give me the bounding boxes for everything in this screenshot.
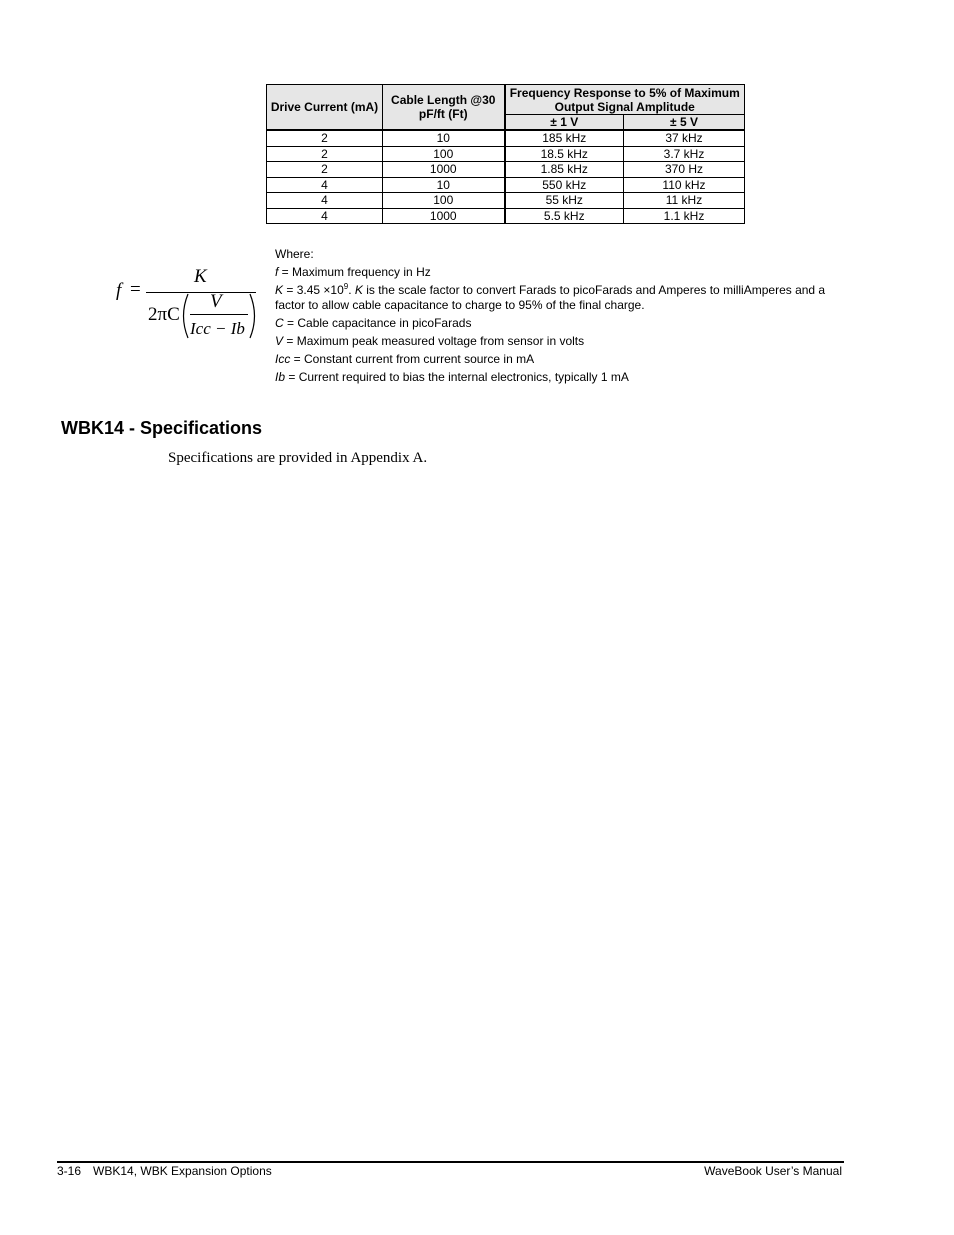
cell-freq-5v: 11 kHz bbox=[624, 193, 745, 209]
cell-cable-length: 100 bbox=[383, 146, 505, 162]
cell-drive-current: 2 bbox=[267, 146, 383, 162]
legend-k: $K = 3.45 \times 10^9$. K is the scale factor to convert Farads to picoFarads and Amperes to milliAmperes and a factor to allow cable capacitance to charge to 95% of the final charge. bbox=[275, 282, 826, 312]
formula-inner-fraction-bar bbox=[190, 314, 248, 315]
formula-inner-numerator: V bbox=[210, 291, 222, 312]
legend-v: V = Maximum peak measured voltage from sensor in volts bbox=[275, 334, 585, 348]
header-1v: ± 1 V bbox=[505, 115, 624, 131]
footer-left bbox=[57, 1164, 272, 1178]
cell-freq-1v: 18.5 kHz bbox=[505, 146, 624, 162]
frequency-formula bbox=[110, 262, 260, 344]
cell-drive-current: 2 bbox=[267, 130, 383, 146]
cell-cable-length: 10 bbox=[383, 130, 505, 146]
legend-exponent: 9 bbox=[343, 282, 349, 291]
cell-freq-5v: 3.7 kHz bbox=[624, 146, 745, 162]
header-frequency-response: Frequency Response to 5% of Maximum Output Signal Amplitude bbox=[505, 85, 745, 115]
formula-legend bbox=[275, 247, 855, 388]
cell-freq-1v: 55 kHz bbox=[505, 193, 624, 209]
frequency-response-table bbox=[266, 84, 745, 224]
formula-equals: = bbox=[130, 279, 141, 300]
formula-lhs: f bbox=[116, 280, 122, 301]
page-number: 3-16 bbox=[57, 1164, 82, 1178]
footer-rule bbox=[57, 1161, 844, 1163]
legend-icc: Icc = Constant current from current source in mA bbox=[275, 352, 535, 366]
section-heading: WBK14 - Specifications bbox=[61, 418, 263, 438]
cell-freq-1v: 1.85 kHz bbox=[505, 162, 624, 178]
header-cable-length: Cable Length @30 pF/ft (Ft) bbox=[383, 85, 505, 131]
table-row bbox=[267, 208, 745, 224]
legend-symbol: V bbox=[275, 334, 284, 348]
cell-cable-length: 10 bbox=[383, 177, 505, 193]
table-row bbox=[267, 146, 745, 162]
cell-freq-5v: 37 kHz bbox=[624, 130, 745, 146]
cell-drive-current: 4 bbox=[267, 208, 383, 224]
cell-cable-length: 1000 bbox=[383, 162, 505, 178]
cell-freq-1v: 550 kHz bbox=[505, 177, 624, 193]
table-row bbox=[267, 193, 745, 209]
footer-chapter: WBK14, WBK Expansion Options bbox=[93, 1164, 272, 1178]
legend-ib: Ib = Current required to bias the internal electronics, typically 1 mA bbox=[275, 370, 629, 384]
formula-inner-denominator: Icc − Ib bbox=[190, 319, 245, 338]
legend-symbol: C bbox=[275, 316, 284, 330]
legend-symbol: K bbox=[354, 283, 363, 297]
cell-drive-current: 2 bbox=[267, 162, 383, 178]
cell-freq-1v: 5.5 kHz bbox=[505, 208, 624, 224]
header-drive-current: Drive Current (mA) bbox=[267, 85, 383, 131]
footer-manual-title: WaveBook User’s Manual bbox=[704, 1164, 842, 1178]
legend-symbol: Ib bbox=[275, 370, 286, 384]
legend-symbol: K bbox=[275, 283, 284, 297]
cell-cable-length: 1000 bbox=[383, 208, 505, 224]
legend-intro: Where: bbox=[275, 247, 314, 261]
formula-numerator: K bbox=[194, 266, 207, 287]
cell-freq-1v: 185 kHz bbox=[505, 130, 624, 146]
legend-symbol: Icc bbox=[275, 352, 291, 366]
header-5v: ± 5 V bbox=[624, 115, 745, 131]
formula-coefficient: 2πC bbox=[148, 304, 180, 325]
cell-freq-5v: 370 Hz bbox=[624, 162, 745, 178]
legend-symbol: f bbox=[275, 265, 279, 279]
table-row bbox=[267, 177, 745, 193]
table-row bbox=[267, 130, 745, 146]
cell-drive-current: 4 bbox=[267, 193, 383, 209]
table-row bbox=[267, 162, 745, 178]
cell-drive-current: 4 bbox=[267, 177, 383, 193]
legend-f: f = Maximum frequency in Hz bbox=[275, 265, 431, 279]
section-body: Specifications are provided in Appendix A. bbox=[168, 450, 428, 466]
cell-freq-5v: 110 kHz bbox=[624, 177, 745, 193]
legend-c: C = Cable capacitance in picoFarads bbox=[275, 316, 472, 330]
cell-cable-length: 100 bbox=[383, 193, 505, 209]
cell-freq-5v: 1.1 kHz bbox=[624, 208, 745, 224]
